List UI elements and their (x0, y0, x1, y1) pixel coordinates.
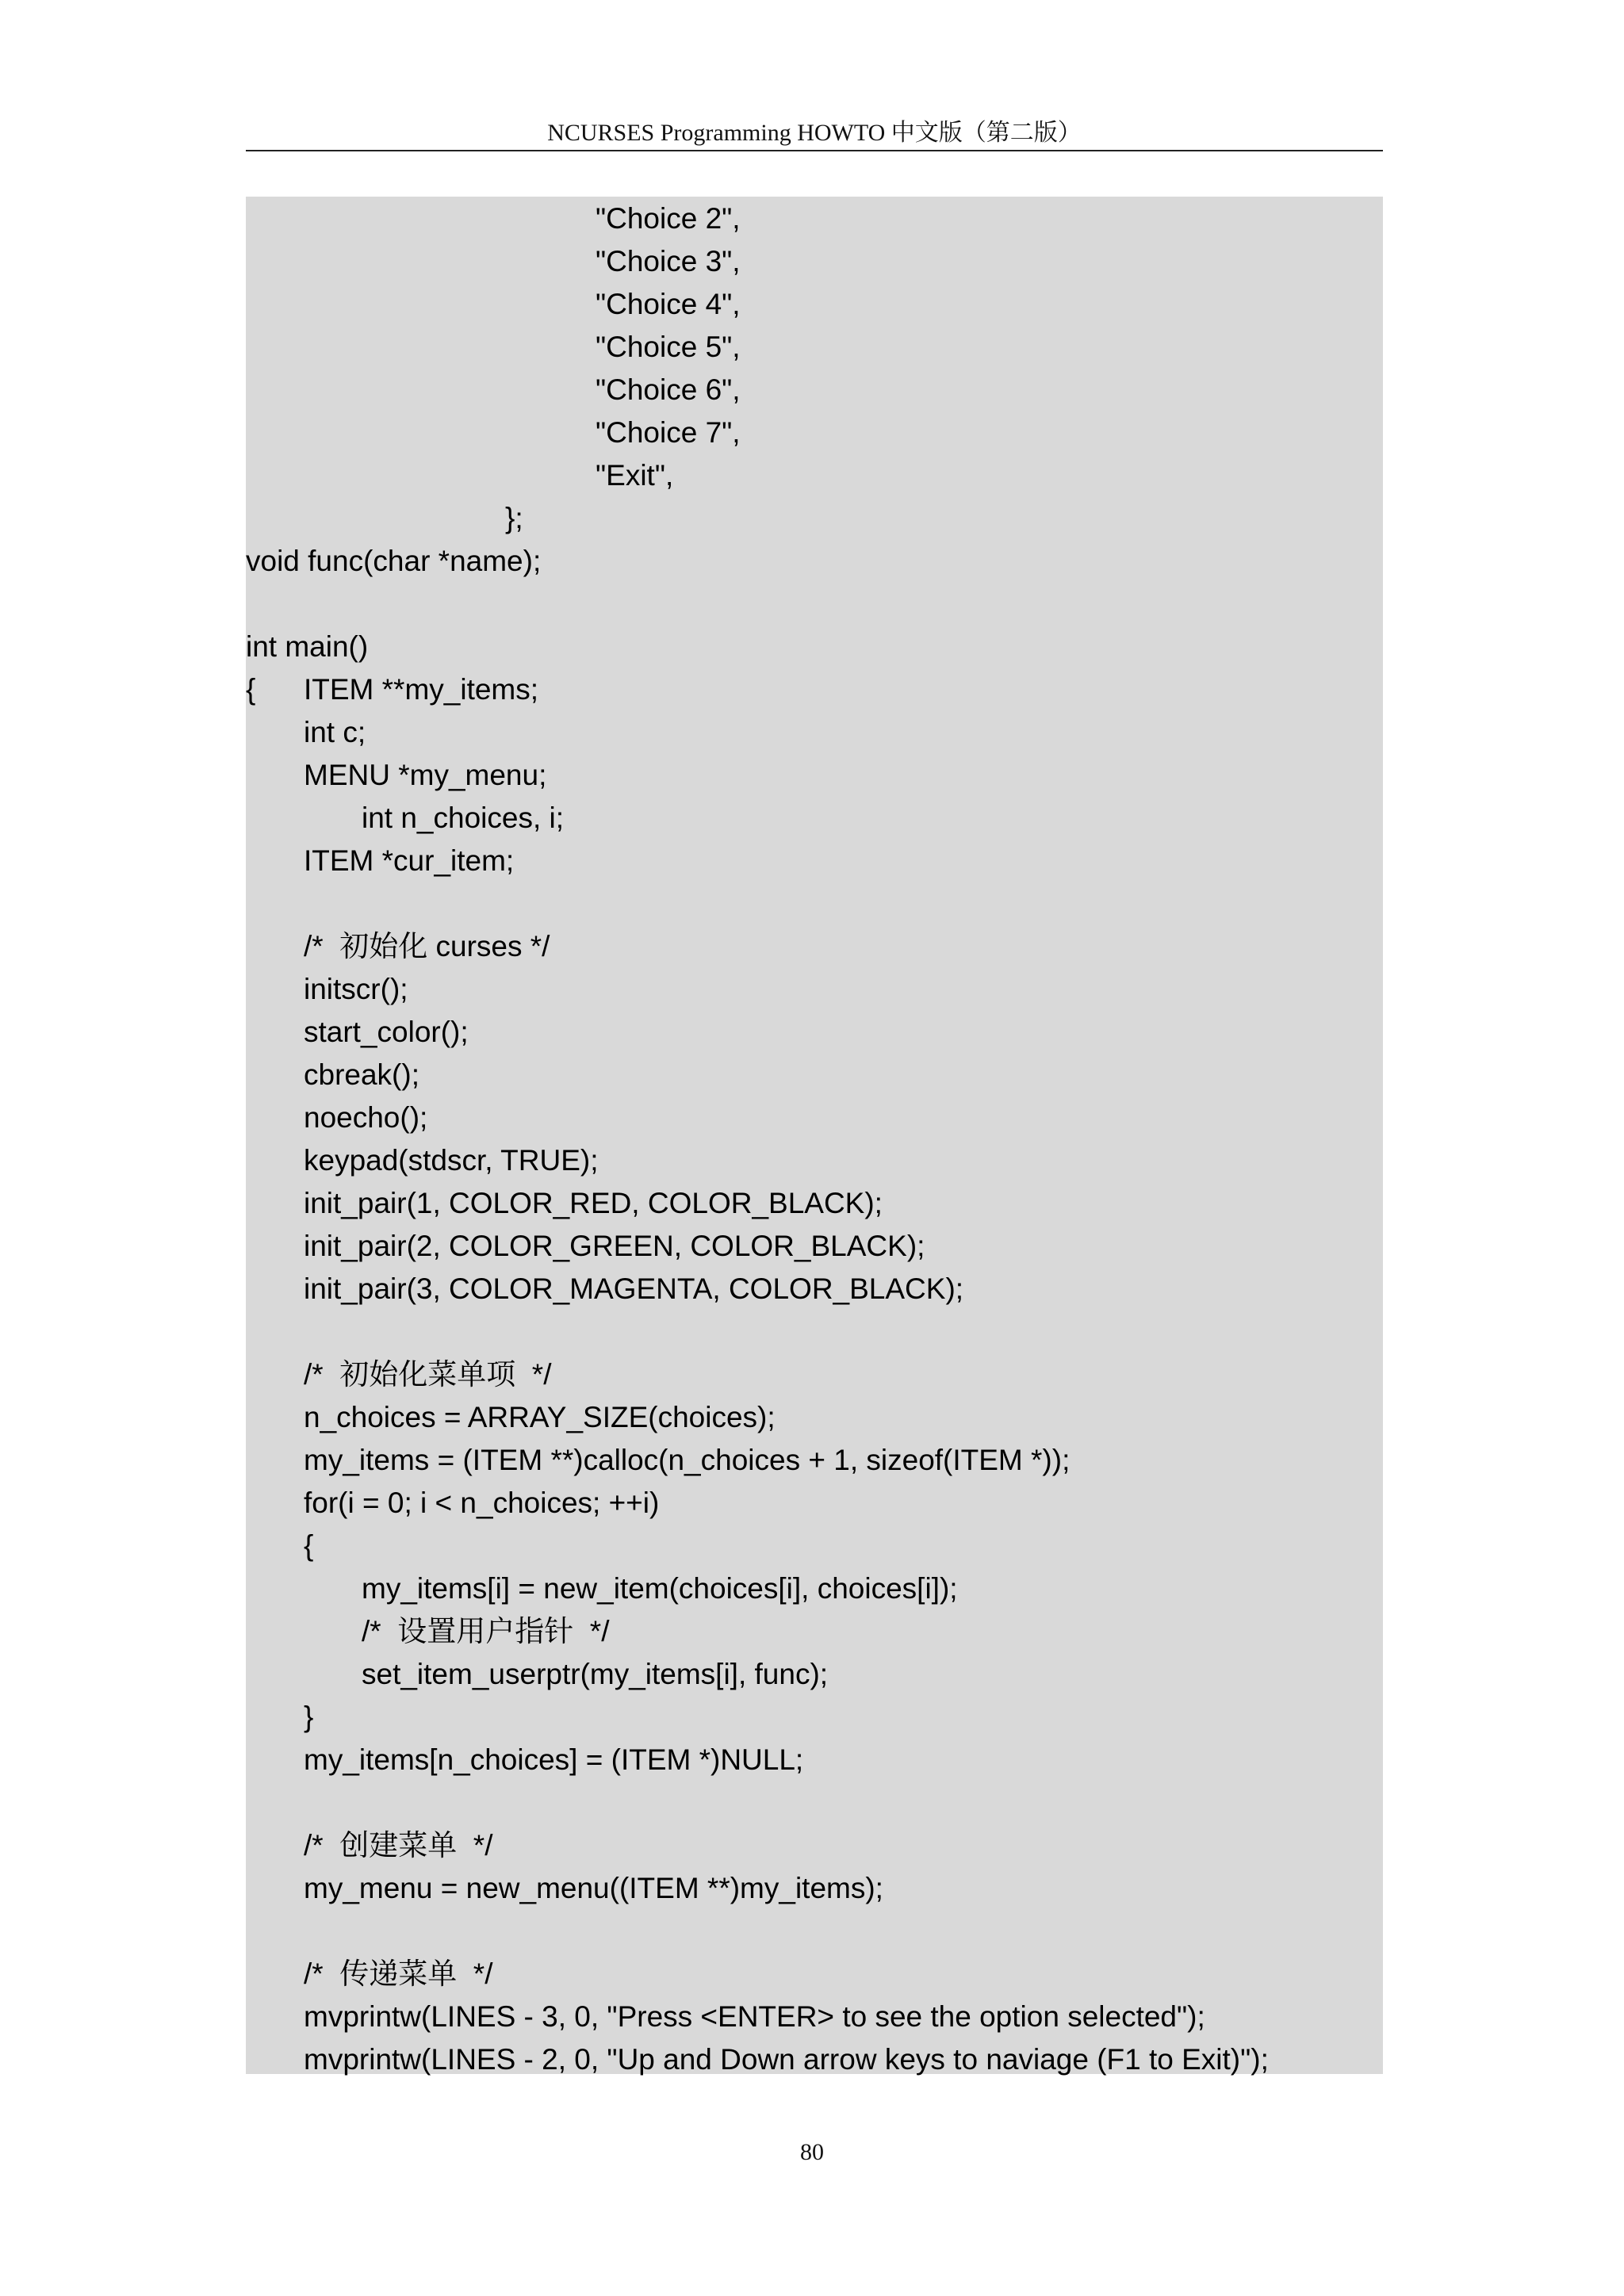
code-line: "Choice 7", (596, 416, 741, 449)
code-line: mvprintw(LINES - 3, 0, "Press <ENTER> to see the option selected"); (304, 2000, 1205, 2033)
code-line: void func(char *name); (246, 545, 542, 577)
code-line: ITEM **my_items; (304, 673, 539, 706)
code-comment: /* 初始化菜单项 */ (304, 1358, 552, 1391)
code-line: for(i = 0; i < n_choices; ++i) (304, 1487, 660, 1519)
code-comment: /* 传递菜单 */ (304, 1957, 493, 1990)
header-rule (246, 150, 1383, 151)
code-line: init_pair(1, COLOR_RED, COLOR_BLACK); (304, 1187, 883, 1219)
code-comment: /* 创建菜单 */ (304, 1829, 493, 1862)
code-comment: /* 初始化 curses */ (304, 930, 550, 962)
code-line: "Choice 6", (596, 373, 741, 406)
code-line: init_pair(2, COLOR_GREEN, COLOR_BLACK); (304, 1230, 925, 1262)
code-line: "Exit", (596, 459, 674, 492)
code-block (246, 197, 1383, 2074)
code-line: MENU *my_menu; (304, 759, 547, 791)
code-line: my_menu = new_menu((ITEM **)my_items); (304, 1872, 883, 1904)
page-header: NCURSES Programming HOWTO 中文版（第二版） (547, 120, 1082, 146)
code-line: } (304, 1701, 314, 1733)
code-line: "Choice 3", (596, 245, 741, 277)
code-line: keypad(stdscr, TRUE); (304, 1144, 599, 1177)
code-line: noecho(); (304, 1101, 428, 1134)
code-line: { (304, 1529, 314, 1562)
code-line: int n_choices, i; (362, 802, 565, 834)
code-line: "Choice 4", (596, 288, 741, 320)
code-line: }; (505, 502, 523, 534)
code-line: start_color(); (304, 1016, 469, 1048)
code-line: my_items[i] = new_item(choices[i], choices[i]); (362, 1572, 958, 1605)
code-line: n_choices = ARRAY_SIZE(choices); (304, 1401, 776, 1433)
code-line: { (246, 673, 256, 706)
code-line: my_items = (ITEM **)calloc(n_choices + 1, sizeof(ITEM *)); (304, 1444, 1071, 1476)
code-line: initscr(); (304, 973, 408, 1005)
code-line: "Choice 2", (596, 202, 741, 235)
code-line: my_items[n_choices] = (ITEM *)NULL; (304, 1743, 804, 1776)
code-line: set_item_userptr(my_items[i], func); (362, 1658, 829, 1690)
code-line: init_pair(3, COLOR_MAGENTA, COLOR_BLACK); (304, 1272, 964, 1305)
code-line: ITEM *cur_item; (304, 844, 515, 877)
code-line: int main() (246, 630, 369, 663)
code-line: cbreak(); (304, 1058, 419, 1091)
code-line: mvprintw(LINES - 2, 0, "Up and Down arrow keys to naviage (F1 to Exit)"); (304, 2043, 1269, 2076)
code-line: "Choice 5", (596, 331, 741, 363)
code-line: int c; (304, 716, 366, 748)
page-number: 80 (800, 2139, 824, 2165)
code-comment: /* 设置用户指针 */ (362, 1615, 610, 1647)
